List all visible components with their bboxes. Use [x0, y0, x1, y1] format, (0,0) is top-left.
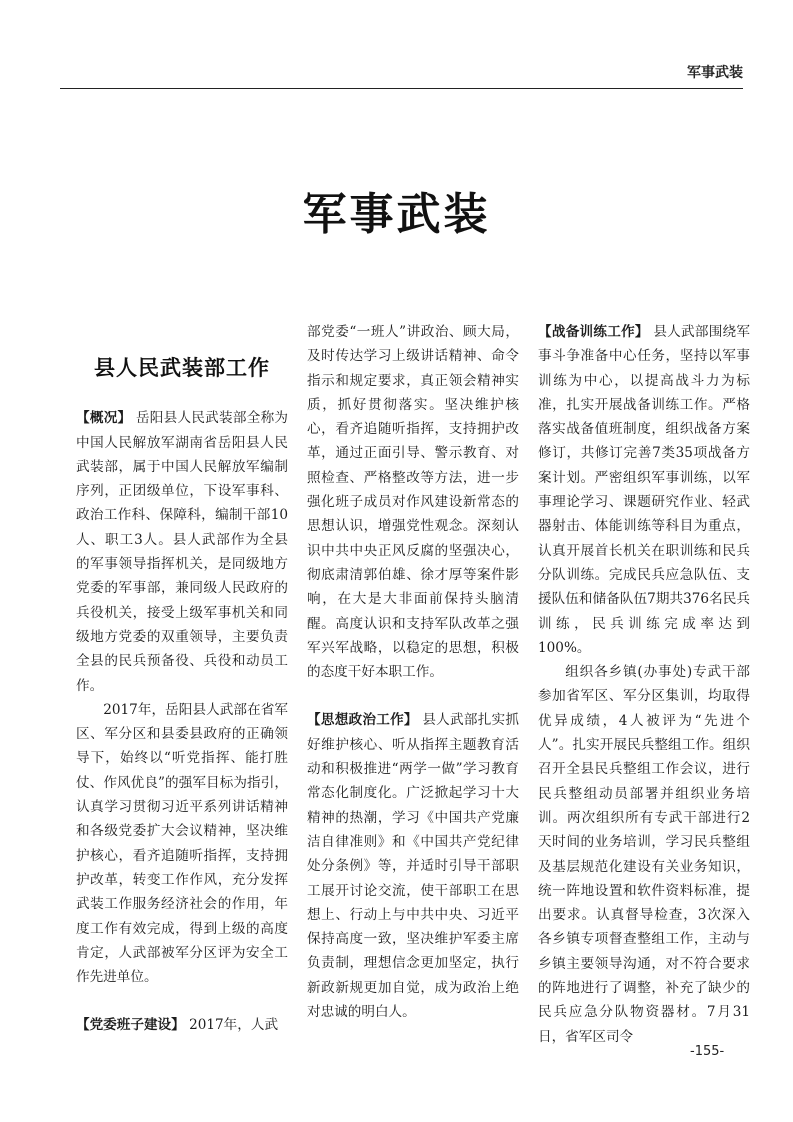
party-paragraph [76, 1013, 288, 1037]
organize-paragraph: 组织各乡镇(办事处)专武干部参加省军区、军分区集训，均取得优异成绩，4人被评为“先进个人”。扎实开展民兵整组工作。组织召开全县民兵整组工作会议，进行民兵整组动员部署并组织业务培训。两次组织所有专武干部进行2天时间的业务培训，学习民兵整组及基层规范化建设有关业务知识，统一阵地设置和软件资料标准，提出要求。认真督导检查，3次深入各乡镇专项督查整组工作，主动与乡镇主要领导沟通，对不符合要求的阵地进行了调整，补充了缺少的民兵应急分队物资器材。7月31日，省军区司令 [538, 664, 750, 1045]
column-left [76, 320, 288, 1038]
training-paragraph [538, 320, 750, 660]
overview-tag: 【概况】 [76, 410, 132, 427]
running-header-title: 军事武装 [687, 65, 743, 81]
overview-paragraph [76, 406, 288, 698]
column-right [538, 320, 750, 1049]
political-text: 县人武部扎实抓好维护核心、听从指挥主题教育活动和积极推进“两学一做”学习教育常态化制度化。广泛掀起学习十大精神的热潮，学习《中国共产党廉洁自律准则》和《中国共产党纪律处分条例》等，并适时引导干部职工展开讨论交流，使干部职工在思想上、行动上与中共中央、习近平保持高度一致，坚决维护军委主席负责制，理想信念更加坚定，执行新政新规更加自觉，成为政治上绝对忠诚的明白人。 [307, 712, 519, 1021]
political-paragraph [307, 708, 519, 1024]
page-number: -155- [690, 1044, 725, 1059]
overview-text: 岳阳县人民武装部全称为中国人民解放军湖南省岳阳县人民武装部，属于中国人民解放军编制序列，正团级单位，下设军事科、政治工作科、保障科，编制干部10人、职工3人。县人武部作为全县的军事领导指挥机关，是同级地方党委的军事部，兼同级人民政府的兵役机关，接受上级军事机关和同级地方党委的双重领导，主要负责全县的民兵预备役、兵役和动员工作。 [76, 410, 289, 694]
party-text-start: 2017年，人武 [184, 1017, 279, 1034]
party-tag: 【党委班子建设】 [76, 1017, 185, 1034]
party-paragraph-continued: 部党委“一班人”讲政治、顾大局，及时传达学习上级讲话精神、命令指示和规定要求，真正领会精神实质，抓好贯彻落实。坚决维护核心，看齐追随听指挥，支持拥护改革，通过正面引导、警示教育、对照检查、严格整改等方法，进一步强化班子成员对作风建设新常态的思想认识，增强党性观念。深刻认识中共中央正风反腐的坚强决心，彻底肃清郭伯雄、徐才厚等案件影响，在大是大非面前保持头脑清醒。高度认识和支持军队改革之强军兴军战略，以稳定的思想，积极的态度干好本职工作。 [307, 324, 519, 681]
training-tag: 【战备训练工作】 [538, 324, 649, 340]
column-middle [307, 320, 519, 1024]
chapter-title: 军事武装 [302, 189, 491, 240]
section-title: 县人民武装部工作 [94, 355, 270, 380]
running-header [60, 62, 743, 89]
training-text: 县人武部围绕军事斗争准备中心任务，坚持以军事训练为中心，以提高战斗力为标准，扎实开展战备训练工作。严格落实战备值班制度，组织战备方案修订，共修订完善7类35项战备方案计划。严密组织军事训练，以军事理论学习、课题研究作业、轻武器射击、体能训练等科目为重点，认真开展首长机关在职训练和民兵分队训练。完成民兵应急队伍、支援队伍和储备队伍7期共376名民兵训练，民兵训练完成率达到100%。 [538, 324, 750, 656]
political-tag: 【思想政治工作】 [307, 712, 418, 729]
year-summary-paragraph: 2017年，岳阳县人武部在省军区、军分区和县委县政府的正确领导下，始终以“听党指挥、能打胜仗、作风优良”的强军目标为指引，认真学习贯彻习近平系列讲话精神和各级党委扩大会议精神，坚决维护核心，看齐追随听指挥，支持拥护改革，转变工作作风，充分发挥武装工作服务经济社会的作用，年度工作有效完成，得到上级的高度肯定，人武部被军分区评为安全工作先进单位。 [76, 701, 288, 986]
